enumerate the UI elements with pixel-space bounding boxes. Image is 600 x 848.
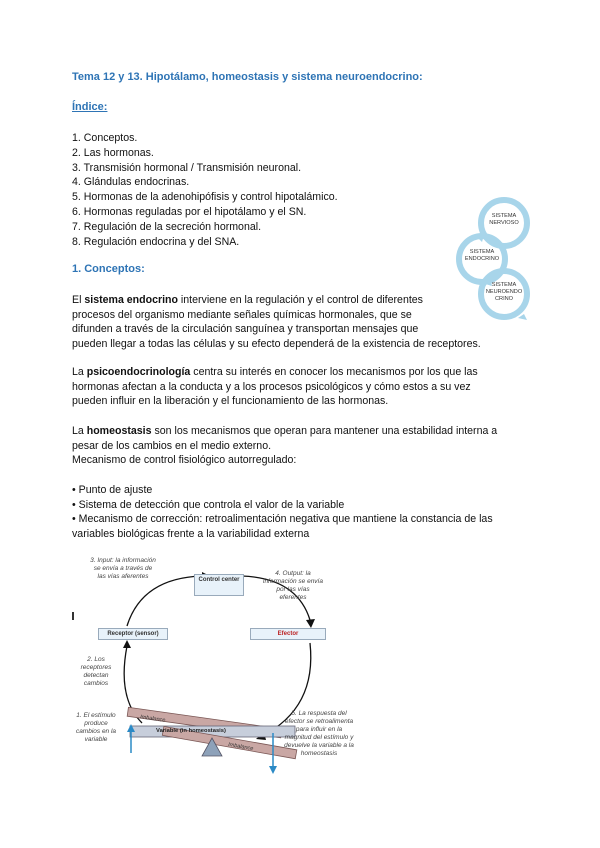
text-run: El bbox=[72, 294, 85, 306]
text-line: Mecanismo de control fisiológico autorregulado: bbox=[72, 454, 297, 467]
text-line: hormonas afectan a la conducta y a los procesos psicológicos y cómo estos a su vez bbox=[72, 380, 471, 393]
index-list bbox=[72, 131, 338, 249]
paragraph-psicoendocrinologia bbox=[72, 365, 478, 409]
receptor-box: Receptor (sensor) bbox=[98, 628, 168, 640]
text-line: difunden a través de la circulación sanguínea y transportan mensajes que bbox=[72, 323, 419, 336]
text-line: procesos del organismo mediante señales químicas hormonales, que se bbox=[72, 308, 412, 321]
term-psicoendocrinologia: psicoendocrinología bbox=[86, 366, 191, 378]
paragraph-homeostasis bbox=[72, 424, 497, 468]
text-run: interviene en la regulación y el control de diferentes bbox=[177, 294, 423, 306]
term-sistema-endocrino: sistema endocrino bbox=[84, 294, 178, 306]
text-run: son los mecanismos que operan para mantener una estabilidad interna a bbox=[151, 425, 498, 437]
control-center-box: Control center bbox=[194, 574, 244, 596]
variable-label: Variable (in homeostasis) bbox=[156, 728, 226, 734]
arrowhead-icon bbox=[123, 640, 131, 648]
text-line: pueden influir en la liberación y el funcionamiento de las hormonas. bbox=[72, 395, 389, 408]
index-item: 8. Regulación endocrina y del SNA. bbox=[72, 235, 240, 248]
arrowhead-icon bbox=[269, 766, 277, 774]
index-item: 5. Hormonas de la adenohipófisis y control hipotalámico. bbox=[72, 191, 338, 204]
cycle-label-nervioso: SISTEMA NERVIOSO bbox=[489, 213, 519, 226]
index-item: 7. Regulación de la secreción hormonal. bbox=[72, 220, 262, 233]
imbalance-label-top: Imbalance bbox=[139, 714, 166, 724]
bullet-item: • Punto de ajuste bbox=[72, 484, 153, 496]
note-response: 5. La respuesta del efector se retroalimenta para influir en la magnitud del estímulo y devuelve la variable a la homeostasis bbox=[284, 710, 354, 757]
note-stimulus: 1. El estímulo produce cambios en la variable bbox=[75, 712, 117, 743]
section-heading: 1. Conceptos: bbox=[72, 263, 145, 275]
arc-afferent bbox=[127, 576, 202, 626]
cycle-label-endocrino: SISTEMA ENDOCRINO bbox=[464, 249, 500, 262]
paragraph-endocrino bbox=[72, 293, 481, 351]
bullet-item: • Sistema de detección que controla el valor de la variable bbox=[72, 498, 345, 511]
index-item: 4. Glándulas endocrinas. bbox=[72, 176, 190, 189]
index-item: 2. Las hormonas. bbox=[72, 146, 154, 159]
cycle-label-neuroendocrino: SISTEMA NEUROENDO CRINO bbox=[485, 282, 523, 302]
imbalance-label-bottom: Imbalance bbox=[227, 741, 254, 753]
text-run: La bbox=[72, 366, 87, 378]
text-run: La bbox=[72, 425, 87, 437]
effector-box: Efector bbox=[250, 628, 326, 640]
arrowhead-icon bbox=[306, 619, 315, 628]
note-input: 3. Input: la información se envía a través de las vías aferentes bbox=[90, 557, 156, 580]
term-homeostasis: homeostasis bbox=[86, 425, 152, 437]
text-run: centra su interés en conocer los mecanismos por los que las bbox=[190, 366, 478, 378]
text-line: pesar de los cambios en el medio externo. bbox=[72, 439, 272, 452]
text-line: pueden llegar a todas las células y su efecto dependerá de la existencia de receptores. bbox=[72, 337, 481, 350]
bullet-item: variables biológicas frente a la variabilidad externa bbox=[72, 527, 310, 540]
page-title: Tema 12 y 13. Hipotálamo, homeostasis y sistema neuroendocrino: bbox=[72, 71, 423, 83]
bullet-list bbox=[72, 483, 493, 541]
index-item: 3. Transmisión hormonal / Transmisión neuronal. bbox=[72, 161, 302, 174]
index-item: 1. Conceptos. bbox=[72, 132, 138, 144]
index-item: 6. Hormonas reguladas por el hipotálamo y el SN. bbox=[72, 205, 307, 218]
margin-mark bbox=[72, 612, 74, 620]
note-output: 4. Output: la información se envía por las vías eferentes bbox=[263, 570, 323, 601]
bullet-item: • Mecanismo de corrección: retroalimentación negativa que mantiene la constancia de las bbox=[72, 513, 493, 526]
index-heading: Índice: bbox=[72, 101, 108, 113]
note-receptors: 2. Los receptores detectan cambios bbox=[80, 656, 112, 687]
